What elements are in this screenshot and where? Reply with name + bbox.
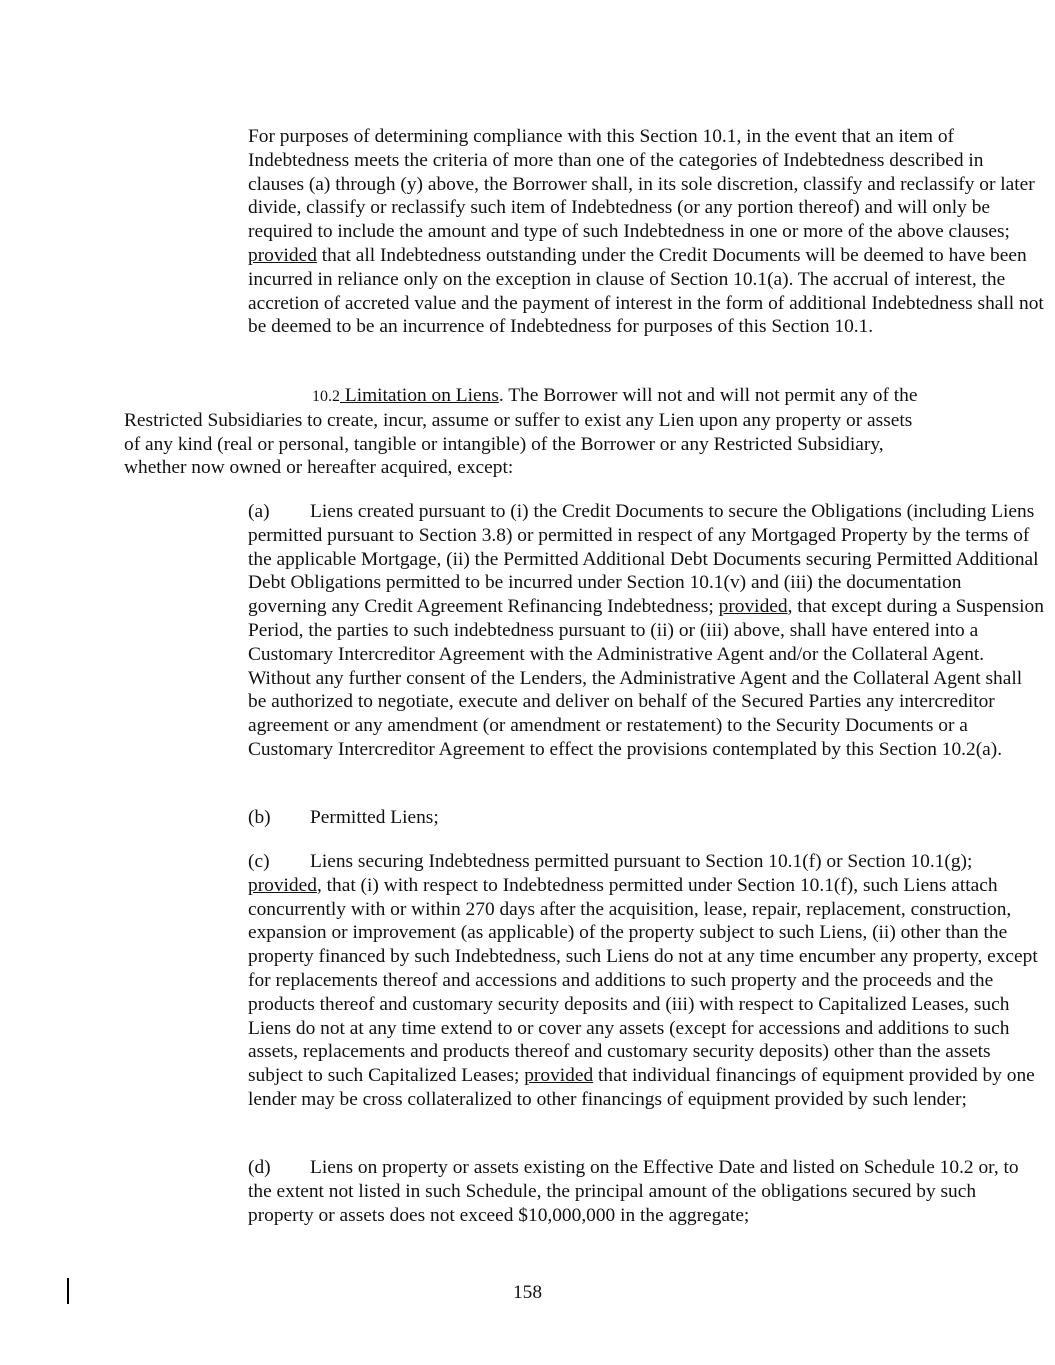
clause-label: (c) [248, 851, 270, 872]
paragraph-text: that individual financings of equipment provided by one lender may be cross collateralized to other financings of equipment provided by such lender; [248, 1065, 1035, 1110]
paragraph-text: , that (i) with respect to Indebtedness permitted under Section 10.1(f), such Liens attach concurrently with or within 270 days after the acquisition, lease, repair, replacement, construction, expansion or improvement (as applicable) of the property subject to such Liens, (ii) other than the property financed by such Indebtedness, such Liens do not at any time encumber any property, except for replacements thereof and accessions and additions to such property and the proceeds and the products thereof and customary security deposits and (iii) with respect to Capitalized Leases, such Liens do not at any time extend to or cover any assets (except for accessions and additions to such assets, replacements and products thereof and customary security deposits) other than the assets subject to such Capitalized Leases; [248, 874, 1038, 1087]
paragraph-text: Permitted Liens; [310, 807, 439, 828]
section-10-2-heading-paragraph [124, 384, 920, 480]
clause-b [124, 806, 1044, 830]
paragraph-text: that all Indebtedness outstanding under the Credit Documents will be deemed to have been incurred in reliance only on the exception in clause of Section 10.1(a). The accrual of interest, the accretion of accreted value and the payment of interest in the form of additional Indebtedness shall not be deemed to be an incurrence of Indebtedness for purposes of this Section 10.1. [248, 244, 1044, 338]
paragraph-text: For purposes of determining compliance with this Section 10.1, in the event that an item of Indebtedness meets the criteria of more than one of the categories of Indebtedness described in clauses (a) through (y) above, the Borrower shall, in its sole discretion, classify and reclassify or later divide, classify or reclassify such item of Indebtedness (or any portion thereof) and will only be required to include the amount and type of such Indebtedness in one or more of the above clauses; [248, 126, 1035, 243]
clause-label: (b) [248, 807, 271, 828]
page-number: 158 [512, 1282, 543, 1303]
section-title: Limitation on Liens [340, 385, 499, 406]
provided-term: provided [524, 1065, 594, 1087]
paragraph-classification [124, 125, 1044, 339]
paragraph-text: Liens securing Indebtedness permitted pursuant to Section 10.1(f) or Section 10.1(g); [310, 851, 973, 872]
clause-a [124, 500, 1044, 762]
provided-term: provided [248, 244, 317, 266]
paragraph-text: , that except during a Suspension Period, the parties to such indebtedness pursuant to (ii) or (iii) above, shall have entered into a Customary Intercreditor Agreement with the Administrative Agent and/or the Collateral Agent. Without any further consent of the Lenders, the Administrative Agent and the Collateral Agent shall be authorized to negotiate, execute and deliver on behalf of the Secured Parties any intercreditor agreement or any amendment (or amendment or restatement) to the Security Documents or a Customary Intercreditor Agreement to effect the provisions contemplated by this Section 10.2(a). [248, 596, 1044, 760]
clause-c [124, 850, 1044, 1112]
provided-term: provided [718, 596, 788, 618]
clause-label: (a) [248, 501, 270, 522]
clause-label: (d) [248, 1157, 271, 1178]
paragraph-text: . The Borrower will not and will not permit any of the Restricted Subsidiaries to create, incur, assume or suffer to exist any Lien upon any property or assets of any kind (real or personal, tangible or intangible) of the Borrower or any Restricted Subsidiary, whether now owned or hereafter acquired, except: [124, 385, 918, 479]
paragraph-text: Liens on property or assets existing on the Effective Date and listed on Schedule 10.2 or, to the extent not listed in such Schedule, the principal amount of the obligations secured by such property or assets does not exceed $10,000,000 in the aggregate; [248, 1157, 1019, 1226]
clause-d [124, 1156, 1044, 1227]
provided-term: provided [248, 874, 317, 896]
section-number: 10.2 [312, 388, 340, 405]
paragraph-text: Liens created pursuant to (i) the Credit Documents to secure the Obligations (including Liens permitted pursuant to Section 3.8) or permitted in respect of any Mortgaged Property by the terms of the applicable Mortgage, (ii) the Permitted Additional Debt Documents securing Permitted Additional Debt Obligations permitted to be incurred under Section 10.1(v) and (iii) the documentation governing any Credit Agreement Refinancing Indebtedness; [248, 501, 1039, 618]
